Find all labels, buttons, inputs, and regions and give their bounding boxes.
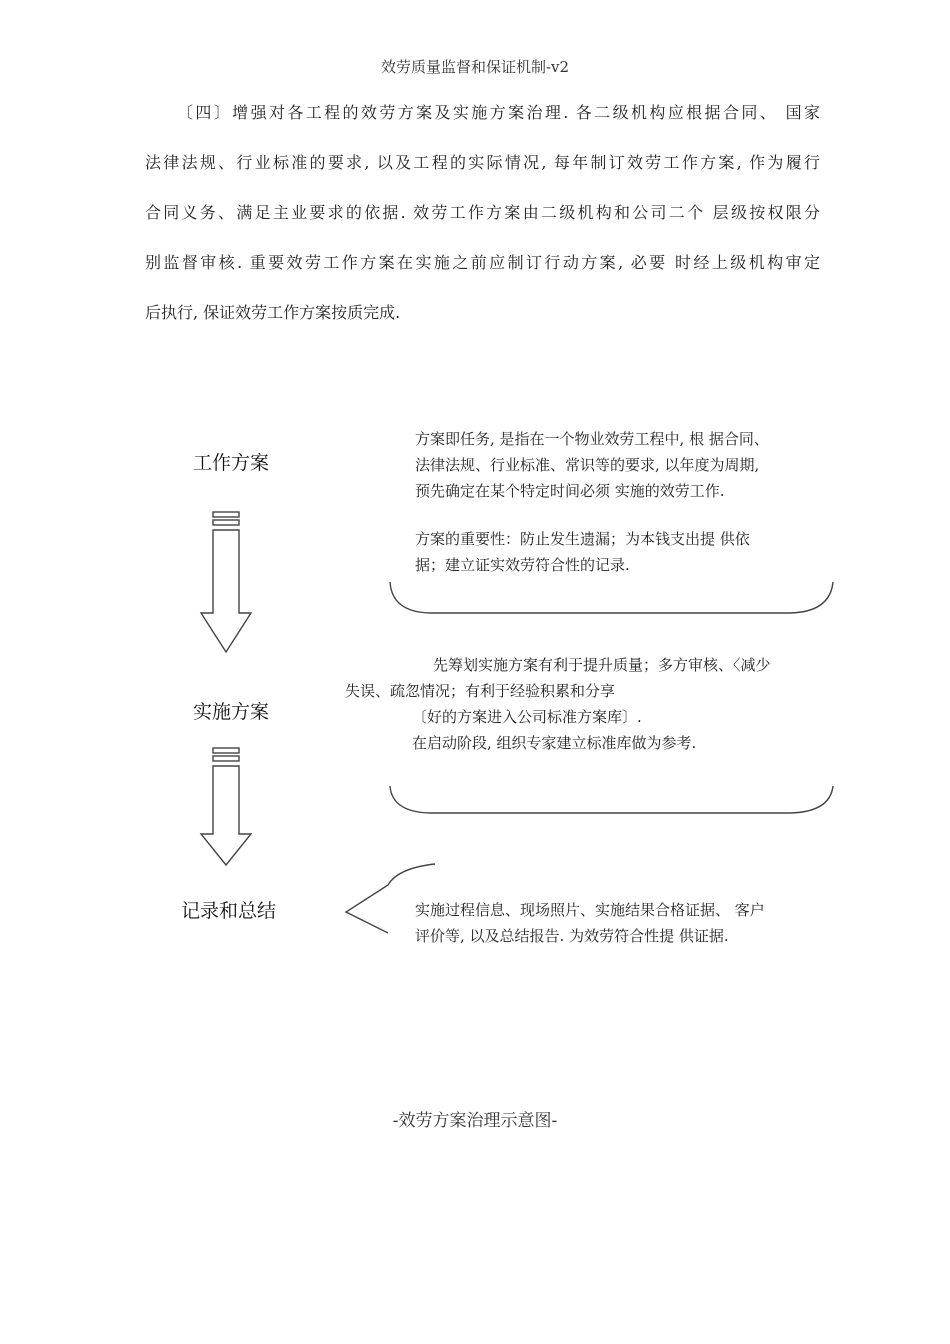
paragraph-line: 法律法规、行业标准的要求, 以及工程的实际情况, 每年制订效劳工作方案, 作为履行 [145,153,820,172]
note-record-summary [415,897,765,949]
note-line: 预先确定在某个特定时间必须 实施的效劳工作. [415,482,725,500]
note-line: 方案即任务, 是指在一个物业效劳工程中, 根 据合同、 [415,430,769,448]
paragraph-line: 后执行, 保证效劳工作方案按质完成. [145,303,401,322]
brace-bracket-shape [390,786,833,813]
note-line: 实施过程信息、现场照片、实施结果合格证据、 客户 [415,901,765,919]
down-arrow-icon [201,512,251,652]
note-line: 方案的重要性：防止发生遗漏；为本钱支出提 供依 [415,530,750,548]
note-line: 在启动阶段, 组织专家建立标准库做为参考. [412,734,697,752]
down-arrow-icon [201,748,251,865]
paragraph-line: 合同义务、满足主业要求的依据. 效劳工作方案由二级机构和公司二个 层级按权限分 [145,203,820,222]
note-line: 失误、疏忽情况；有利于经验积累和分享 [345,682,616,700]
stage-label-work-plan: 工作方案 [193,452,270,474]
page-header-title: 效劳质量监督和保证机制-v2 [380,58,570,76]
note-implementation [345,652,771,756]
diagram-caption: -效劳方案治理示意图- [392,1111,558,1131]
brace-bracket-shape [390,582,833,613]
note-line: 〔好的方案进入公司标准方案库〕. [412,708,642,726]
stage-label-implementation-plan: 实施方案 [193,701,270,723]
note-line: 法律法规、行业标准、常识等的要求, 以年度为周期, [415,456,760,474]
note-work-plan-importance [415,526,750,578]
note-line: 评价等, 以及总结报告. 为效劳符合性提 供证据. [415,927,729,945]
note-line: 据；建立证实效劳符合性的记录. [415,556,630,574]
note-line: 先筹划实施方案有利于提升质量；多方审核、〈减少 [433,656,771,674]
paragraph-line: 〔四〕增强对各工程的效劳方案及实施方案治理. 各二级机构应根据合同、 国家 [177,103,820,122]
paragraph-line: 别监督审核. 重要效劳工作方案在实施之前应制订行动方案, 必要 时经上级机构审定 [145,253,820,272]
stage-label-record-summary: 记录和总结 [181,900,277,922]
note-work-plan-definition [415,426,769,504]
